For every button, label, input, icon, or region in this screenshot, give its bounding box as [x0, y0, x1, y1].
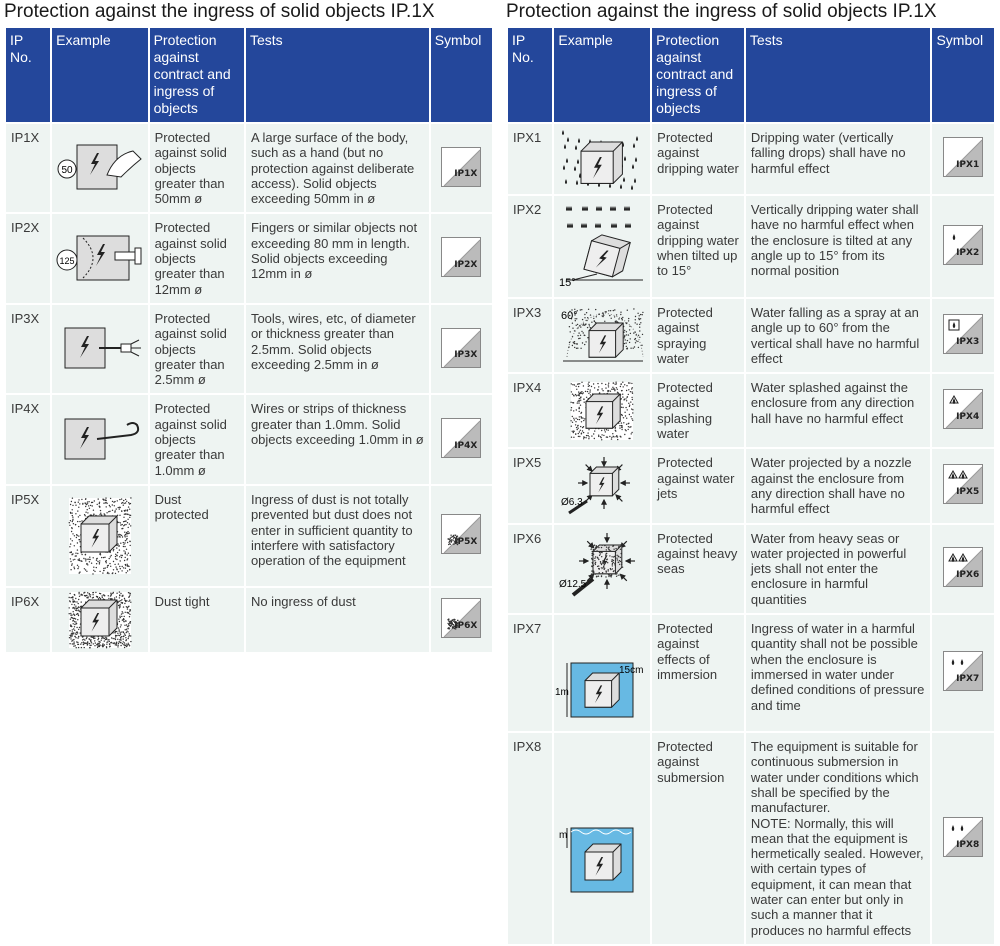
tilted-drip-icon: [557, 202, 647, 292]
example-cell: [52, 214, 147, 302]
symbol-label: IP5X: [454, 536, 478, 547]
finger-12mm-icon: [55, 224, 145, 294]
hand-50mm-icon: [55, 133, 145, 203]
header-ip-no: IP No.: [6, 28, 50, 122]
table-row: [508, 124, 994, 194]
protection-text: Protected against effects of immersion: [652, 615, 744, 731]
diameter-label: Ø6.3: [561, 496, 583, 508]
header-tests: Tests: [246, 28, 429, 122]
symbol-cell: [431, 395, 492, 483]
protection-text: Protected against solid objects greater than 50mm ø: [150, 124, 244, 212]
table-row: [6, 588, 492, 652]
depth-label: m: [559, 830, 568, 842]
symbol-cell: [932, 615, 994, 731]
symbol-label: IPX6: [956, 569, 980, 580]
depth-label: 1m: [555, 687, 570, 699]
ip-symbol-icon: [943, 225, 983, 265]
spray-icon: [557, 305, 647, 367]
top-label: 15cm: [619, 665, 644, 677]
symbol-cell: [431, 214, 492, 302]
splash-icon: [557, 380, 647, 442]
table-row: [508, 299, 994, 372]
example-cell: [52, 395, 147, 483]
tests-text: The equipment is suitable for continuous submersion in water under conditions which shall be specified by the manufacturer. NOTE: Normally, this will mean that the equipment is hermetically sealed. However, with certain types of equipment, it can mean that water can enter but only in such a manner that it produces no harmful effects: [746, 733, 931, 944]
table-row: [508, 733, 994, 944]
ip-code: IP4X: [6, 395, 50, 483]
header-protection: Protection against contract and ingress of objects: [150, 28, 244, 122]
ip-code: IP5X: [6, 486, 50, 586]
ip-symbol-icon: [943, 547, 983, 587]
ip-code: IPX2: [508, 196, 552, 297]
tests-text: Water splashed against the enclosure from any direction hall have no harmful effect: [746, 374, 931, 447]
water-protection-table: [506, 26, 996, 946]
dripping-water-icon: [557, 128, 647, 190]
tests-text: A large surface of the body, such as a hand (but no protection against deliberate access). Solid objects exceeding 50mm in ø: [246, 124, 429, 212]
symbol-cell: [932, 299, 994, 372]
ip-symbol-icon: [441, 328, 481, 368]
panel-title: Protection against the ingress of solid objects IP.1X: [4, 1, 435, 22]
header-ip-no: IP No.: [508, 28, 552, 122]
tests-text: Vertically dripping water shall have no harmful effect when the enclosure is tilted at any angle up to 15° from its normal position: [746, 196, 931, 297]
ip-code: IPX4: [508, 374, 552, 447]
symbol-label: IPX2: [956, 247, 980, 258]
tests-text: No ingress of dust: [246, 588, 429, 652]
protection-text: Protected against solid objects greater than 1.0mm ø: [150, 395, 244, 483]
tests-text: Fingers or similar objects not exceeding 80 mm in length. Solid objects exceeding 12mm in ø: [246, 214, 429, 302]
example-cell: [554, 449, 650, 522]
tests-text: Tools, wires, etc, of diameter or thickness greater than 2.5mm. Solid objects exceeding 2.5mm in ø: [246, 305, 429, 393]
angle-label: 60°: [561, 309, 578, 322]
symbol-label: IP3X: [454, 350, 478, 361]
table-row: [508, 374, 994, 447]
protection-text: Protected against splashing water: [652, 374, 744, 447]
example-cell: [554, 525, 650, 613]
solid-protection-table: [4, 26, 494, 654]
table-header: [6, 28, 492, 122]
header-symbol: Symbol: [932, 28, 994, 122]
header-example: Example: [52, 28, 147, 122]
symbol-cell: [932, 124, 994, 194]
diameter-label: 50: [61, 165, 73, 177]
protection-text: Protected against water jets: [652, 449, 744, 522]
header-symbol: Symbol: [431, 28, 492, 122]
protection-text: Protected against spraying water: [652, 299, 744, 372]
ip-symbol-icon: [943, 464, 983, 504]
tests-text: Dripping water (vertically falling drops) shall have no harmful effect: [746, 124, 931, 194]
table-row: [6, 486, 492, 586]
ip-code: IP2X: [6, 214, 50, 302]
example-cell: [554, 374, 650, 447]
table-row: [6, 395, 492, 483]
water-protection-panel: [506, 0, 996, 946]
ip-code: IP3X: [6, 305, 50, 393]
table-row: [508, 525, 994, 613]
protection-text: Protected against solid objects greater than 2.5mm ø: [150, 305, 244, 393]
ip-code: IPX7: [508, 615, 552, 731]
ip-code: IPX8: [508, 733, 552, 944]
symbol-cell: [932, 196, 994, 297]
submersion-icon: [557, 778, 647, 898]
example-cell: [554, 299, 650, 372]
ip-code: IPX5: [508, 449, 552, 522]
diameter-label: Ø12.5: [559, 578, 587, 590]
tool-icon: [55, 314, 145, 384]
ip-symbol-icon: [441, 514, 481, 554]
angle-label: 15°: [559, 276, 576, 289]
symbol-cell: [431, 124, 492, 212]
table-row: [6, 214, 492, 302]
tests-text: Wires or strips of thickness greater than 1.0mm. Solid objects exceeding 1.0mm in ø: [246, 395, 429, 483]
water-jet-icon: [557, 455, 647, 517]
ip-symbol-icon: [943, 389, 983, 429]
tests-text: Ingress of water in a harmful quantity shall not be possible when the enclosure is immersed in water under defined conditions of pressure and time: [746, 615, 931, 731]
ip-code: IPX3: [508, 299, 552, 372]
symbol-cell: [932, 374, 994, 447]
symbol-cell: [932, 449, 994, 522]
protection-text: Protected against dripping water: [652, 124, 744, 194]
symbol-cell: [932, 733, 994, 944]
dust-cube-icon: [55, 496, 145, 576]
panel-title: Protection against the ingress of solid objects IP.1X: [506, 1, 937, 22]
diameter-label: 125: [59, 255, 75, 266]
symbol-label: IP1X: [454, 169, 478, 180]
tests-text: Ingress of dust is not totally prevented but dust does not enter in sufficient quantity to interfere with satisfactory operation of the equipment: [246, 486, 429, 586]
example-cell: [554, 615, 650, 731]
table-row: [6, 305, 492, 393]
protection-text: Protected against submersion: [652, 733, 744, 944]
example-cell: [52, 305, 147, 393]
solid-protection-panel: [4, 0, 494, 654]
ip-symbol-icon: [441, 418, 481, 458]
ip-symbol-icon: [441, 237, 481, 277]
protection-text: Dust protected: [150, 486, 244, 586]
symbol-label: IP2X: [454, 259, 478, 270]
tests-text: Water from heavy seas or water projected in powerful jets shall not enter the enclosure in harmful quantities: [746, 525, 931, 613]
symbol-label: IPX4: [956, 411, 980, 422]
example-cell: [52, 486, 147, 586]
protection-text: Protected against solid objects greater than 12mm ø: [150, 214, 244, 302]
symbol-cell: [431, 486, 492, 586]
ip-code: IPX6: [508, 525, 552, 613]
table-row: [508, 196, 994, 297]
table-row: [6, 124, 492, 212]
symbol-label: IP6X: [454, 620, 478, 631]
ip-symbol-icon: [441, 147, 481, 187]
example-cell: [554, 196, 650, 297]
ip-code: IPX1: [508, 124, 552, 194]
symbol-label: IPX3: [956, 336, 980, 347]
tests-text: Water falling as a spray at an angle up to 60° from the vertical shall have no harmful effect: [746, 299, 931, 372]
ip-symbol-icon: [943, 817, 983, 857]
example-cell: [52, 124, 147, 212]
ip-symbol-icon: [943, 651, 983, 691]
symbol-label: IPX7: [956, 674, 980, 685]
example-cell: [554, 124, 650, 194]
symbol-cell: [932, 525, 994, 613]
header-tests: Tests: [746, 28, 931, 122]
dust-cube-icon: [55, 590, 145, 650]
symbol-cell: [431, 588, 492, 652]
symbol-label: IP4X: [454, 440, 478, 451]
symbol-cell: [431, 305, 492, 393]
table-row: [508, 449, 994, 522]
immersion-icon: [557, 623, 647, 723]
example-cell: [554, 733, 650, 944]
ip-symbol-icon: [943, 137, 983, 177]
protection-text: Protected against dripping water when tilted up to 15°: [652, 196, 744, 297]
heavy-seas-icon: [557, 531, 647, 607]
ip-symbol-icon: [943, 314, 983, 354]
header-example: Example: [554, 28, 650, 122]
header-protection: Protection against contract and ingress of objects: [652, 28, 744, 122]
table-header: [508, 28, 994, 122]
table-row: [508, 615, 994, 731]
ip-symbol-icon: [441, 598, 481, 638]
symbol-label: IPX8: [956, 839, 980, 850]
ip-code: IP6X: [6, 588, 50, 652]
wire-icon: [55, 405, 145, 475]
tests-text: Water projected by a nozzle against the enclosure from any direction shall have no harmful effect: [746, 449, 931, 522]
symbol-label: IPX5: [956, 487, 980, 498]
protection-text: Protected against heavy seas: [652, 525, 744, 613]
protection-text: Dust tight: [150, 588, 244, 652]
symbol-label: IPX1: [956, 160, 980, 171]
example-cell: [52, 588, 147, 652]
ip-code: IP1X: [6, 124, 50, 212]
